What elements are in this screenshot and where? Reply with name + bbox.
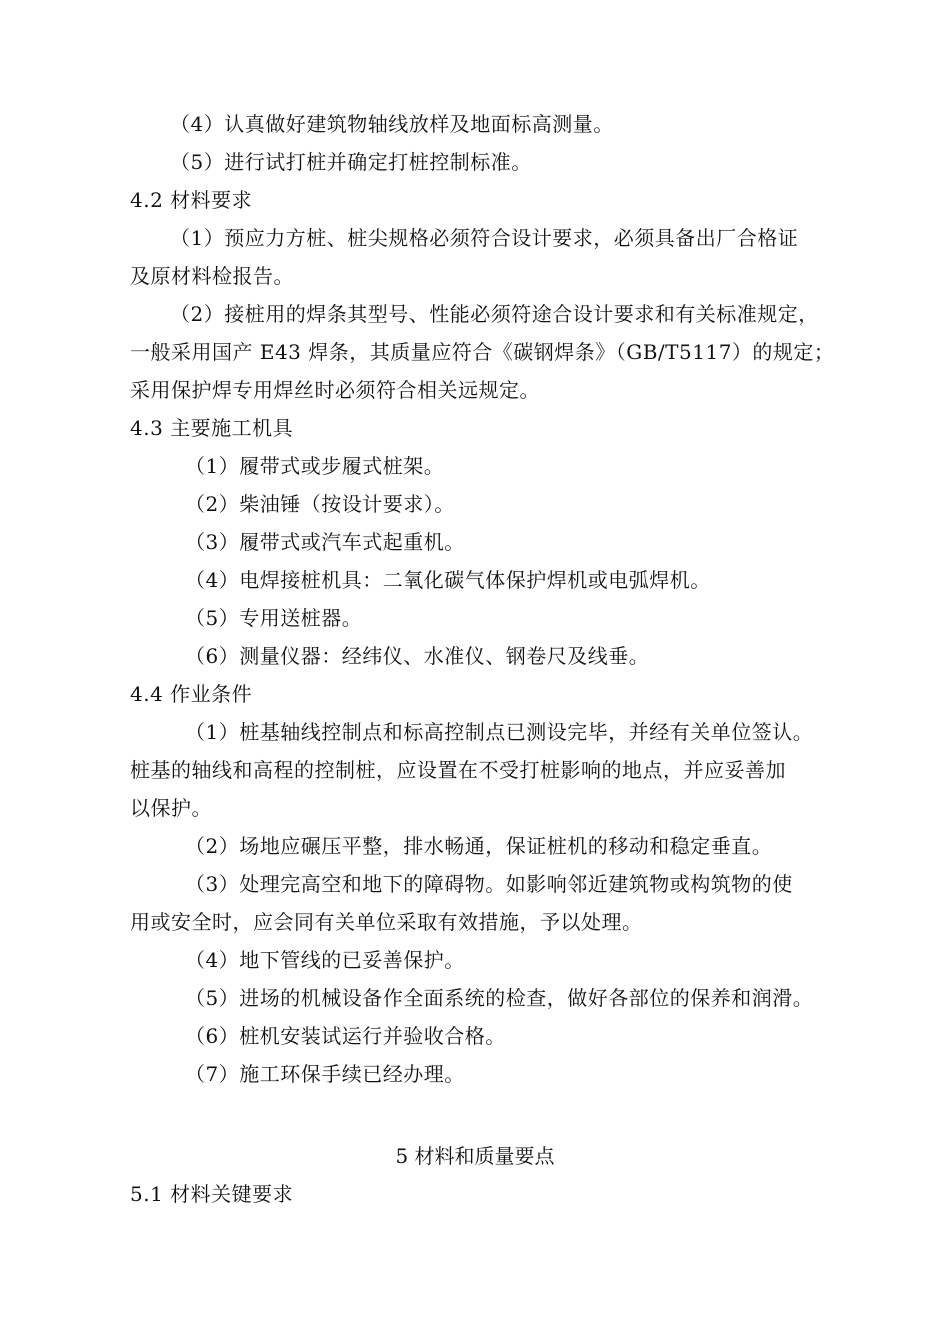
section-heading-4-4: 4.4 作业条件	[130, 682, 253, 706]
sec43-item-6: （6）测量仪器：经纬仪、水准仪、钢卷尺及线垂。	[185, 644, 650, 668]
sec43-item-1: （1）履带式或步履式桩架。	[185, 454, 445, 478]
sec44-p7: （7）施工环保手续已经办理。	[185, 1062, 465, 1086]
sec44-p5: （5）进场的机械设备作全面系统的检查，做好各部位的保养和润滑。	[185, 986, 814, 1010]
item-4-axis-layout: （4）认真做好建筑物轴线放样及地面标高测量。	[170, 112, 614, 136]
sec44-p6: （6）桩机安装试运行并验收合格。	[185, 1024, 506, 1048]
sec43-item-3: （3）履带式或汽车式起重机。	[185, 530, 465, 554]
sec43-item-4: （4）电焊接桩机具：二氧化碳气体保护焊机或电弧焊机。	[185, 568, 711, 592]
section-heading-4-3: 4.3 主要施工机具	[130, 416, 294, 440]
chapter-5-title: 5 材料和质量要点	[395, 1144, 555, 1168]
section-heading-5-1: 5.1 材料关键要求	[130, 1182, 294, 1206]
sec44-p1-line3: 以保护。	[130, 796, 212, 820]
sec44-p1-line2: 桩基的轴线和高程的控制桩，应设置在不受打桩影响的地点，并应妥善加	[130, 758, 786, 782]
sec43-item-5: （5）专用送桩器。	[185, 606, 363, 630]
sec42-p1-line1: （1）预应力方桩、桩尖规格必须符合设计要求，必须具备出厂合格证	[170, 226, 799, 250]
section-heading-4-2: 4.2 材料要求	[130, 188, 253, 212]
item-5-test-piling: （5）进行试打桩并确定打桩控制标准。	[170, 150, 532, 174]
sec44-p1-line1: （1）桩基轴线控制点和标高控制点已测设完毕，并经有关单位签认。	[185, 720, 814, 744]
sec44-p4: （4）地下管线的已妥善保护。	[185, 948, 465, 972]
sec42-p2-line1: （2）接桩用的焊条其型号、性能必须符途合设计要求和有关标准规定，	[170, 302, 819, 326]
sec44-p2: （2）场地应碾压平整，排水畅通，保证桩机的移动和稳定垂直。	[185, 834, 773, 858]
sec44-p3-line2: 用或安全时，应会同有关单位采取有效措施，予以处理。	[130, 910, 643, 934]
sec43-item-2: （2）柴油锤（按设计要求）。	[185, 492, 455, 516]
sec42-p2-line3: 采用保护焊专用焊丝时必须符合相关远规定。	[130, 378, 540, 402]
sec42-p1-line2: 及原材料检报告。	[130, 264, 294, 288]
sec42-p2-line2: 一般采用国产 E43 焊条，其质量应符合《碳钢焊条》（GB/T5117）的规定；	[130, 340, 835, 364]
sec44-p3-line1: （3）处理完高空和地下的障碍物。如影响邻近建筑物或构筑物的使	[185, 872, 793, 896]
